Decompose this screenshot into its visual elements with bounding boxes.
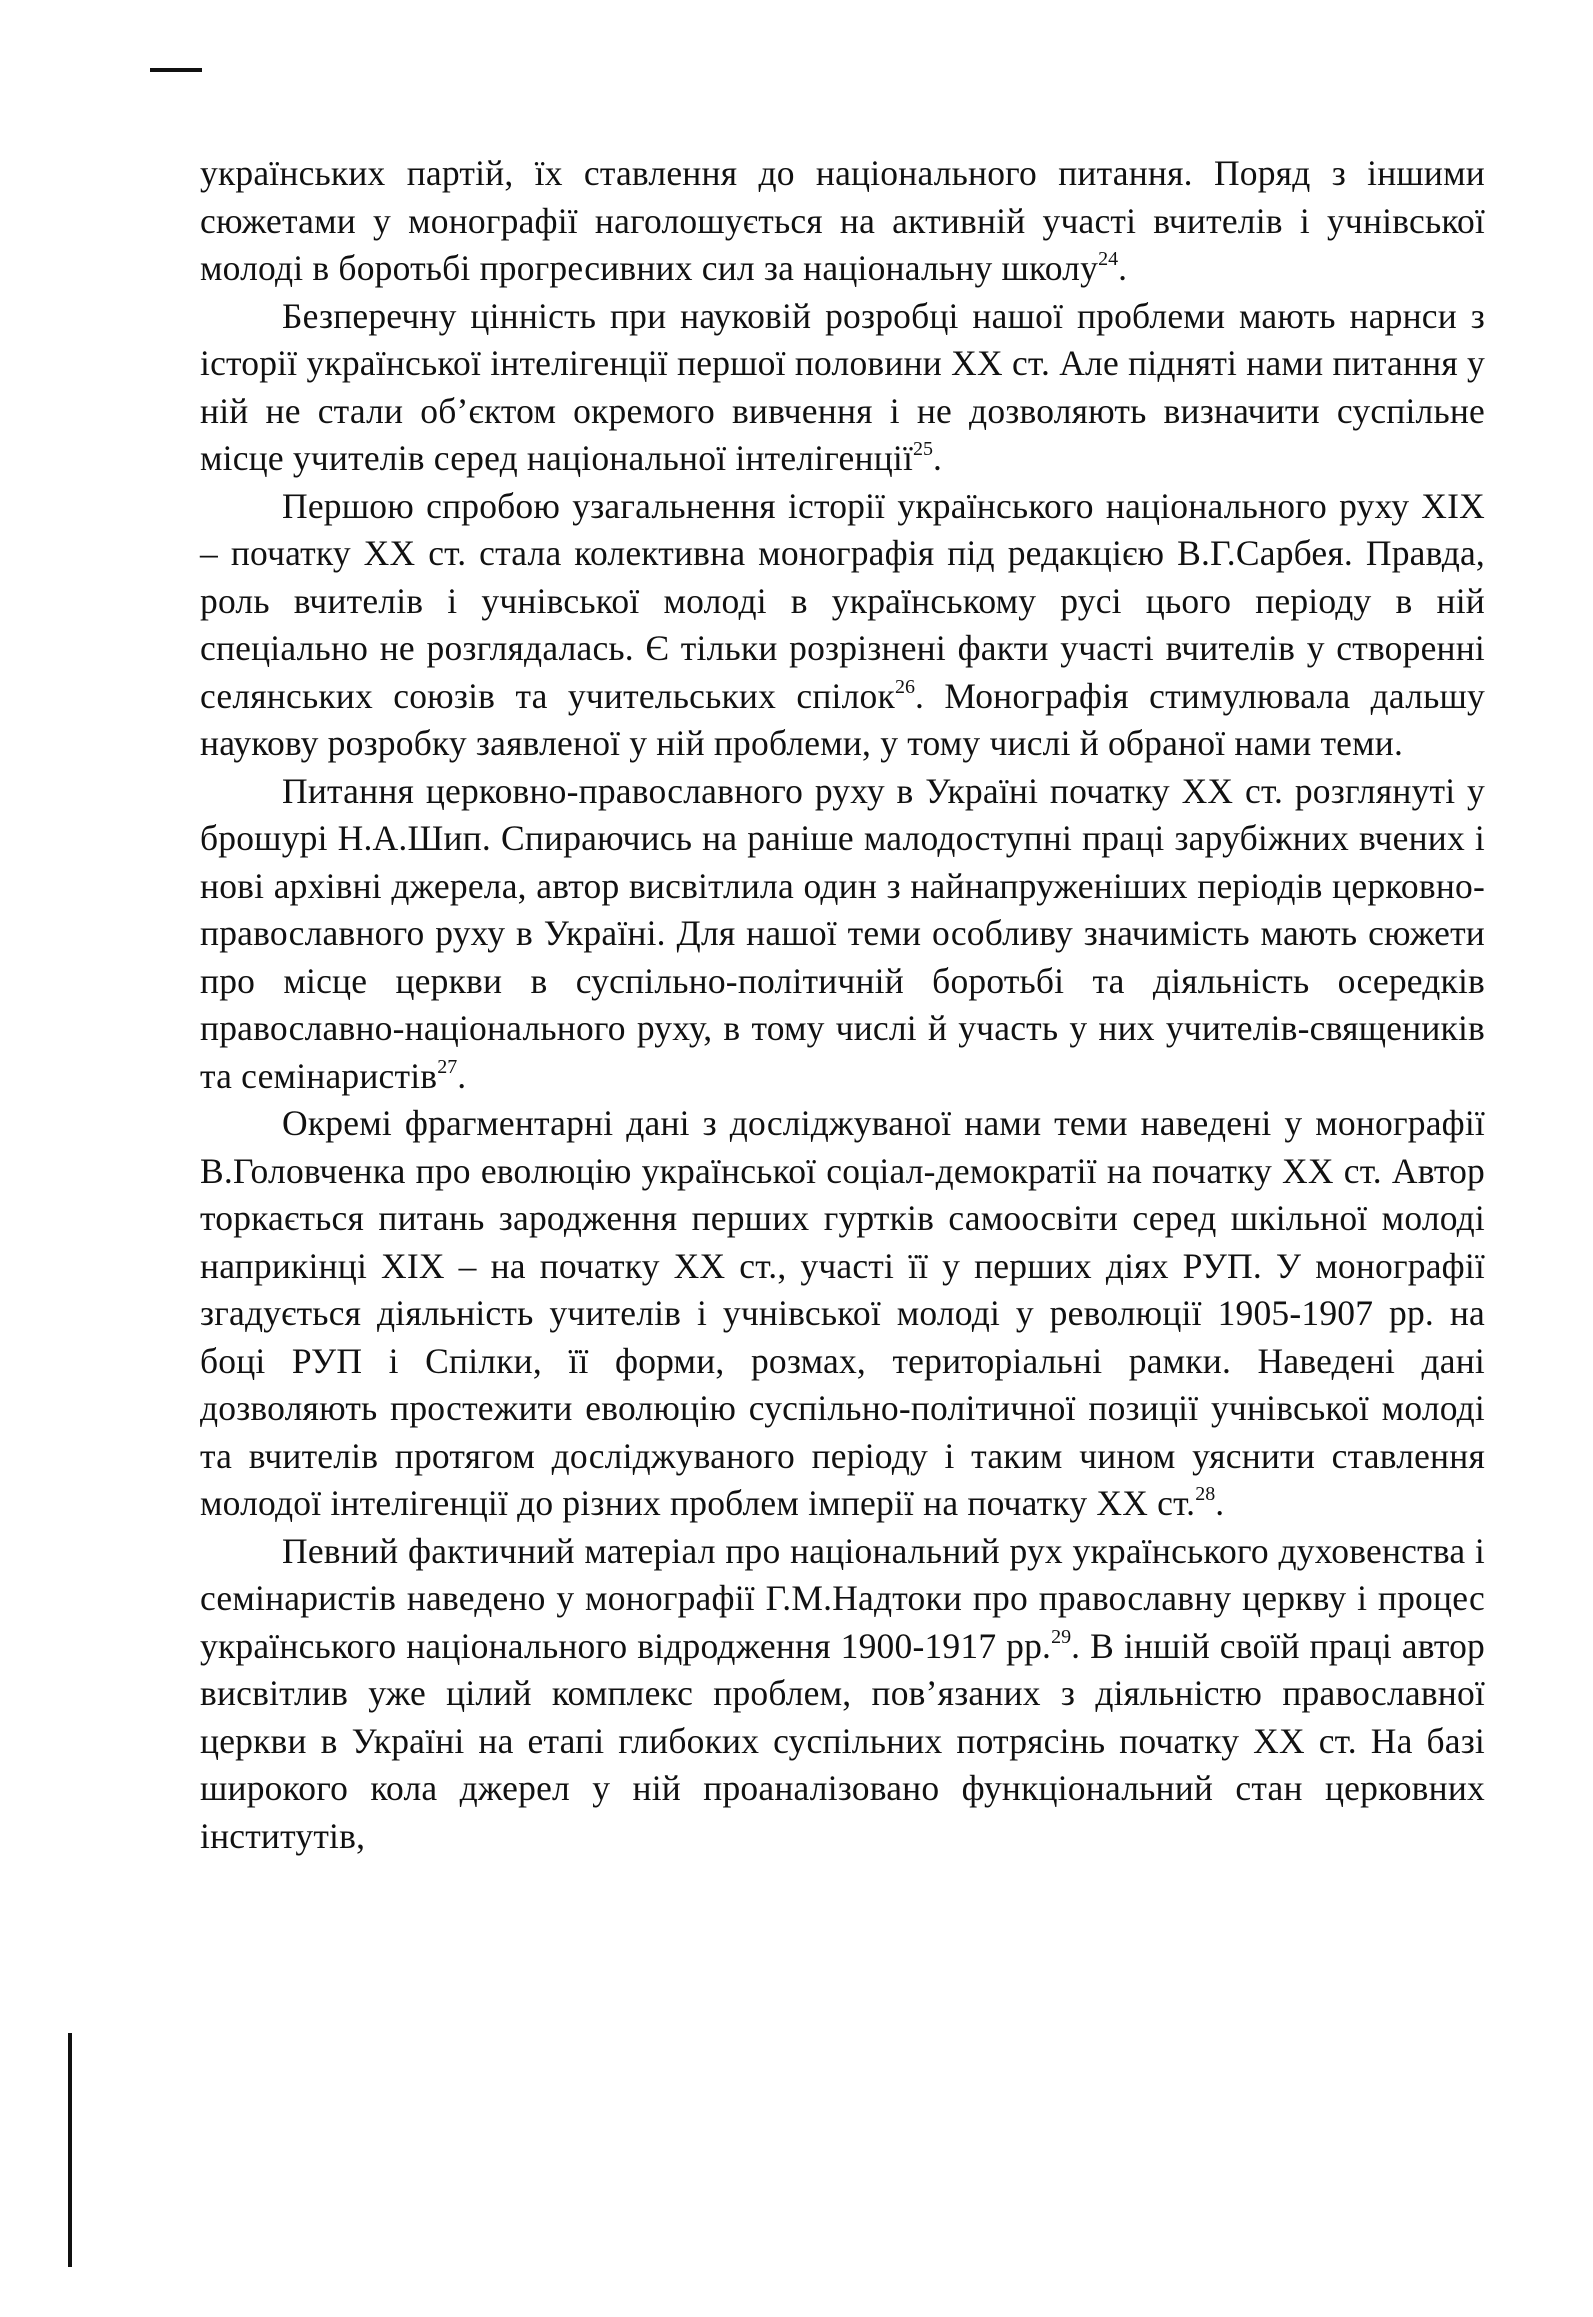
- margin-vertical-mark: [68, 2033, 72, 2267]
- paragraph-5-text: Окремі фрагментарні дані з досліджуваної нами теми наведені у монографії В.Головченка про еволюцію української соціал-демократії на початку XX ст. Автор торкається питань зародження перших гуртків самоосвіти серед шкільної молоді наприкінці XIX – на початку XX ст., участі її у перших діях РУП. У монографії згадується діяльність учителів і учнівської молоді у революції 1905-1907 рр. на боці РУП і Спілки, її форми, розмах, територіальні рамки. Наведені дані дозволяють простежити еволюцію суспільно-політичної позиції учнівської молоді та вчителів протягом досліджуваного періоду і таким чином уяснити ставлення молодої інтелігенції до різних проблем імперії на початку XX ст.: [200, 1103, 1485, 1523]
- paragraph-2-text: Безперечну цінність при науковій розробці нашої проблеми мають нарнси з історії української інтелігенції першої половини XX ст. Але підняті нами питання у ній не стали об’єктом окремого вивчення і не дозволяють визначити суспільне місце учителів серед національної інтелігенції: [200, 295, 1485, 478]
- footnote-ref-26: 26: [894, 675, 915, 698]
- document-body: [200, 150, 1485, 1860]
- paragraph-4: [200, 768, 1485, 1101]
- paragraph-6-end: . В іншій своїй праці автор висвітлив уже цілий комплекс проблем, пов’язаних з діяльністю православної церкви в Україні на етапі глибоких суспільних потрясінь початку XX ст. На базі широкого кола джерел у ній проаналізовано функціональний стан церковних інститутів,: [200, 1625, 1485, 1856]
- paragraph-3: [200, 483, 1485, 768]
- paragraph-3-end: . Монографія стимулювала дальшу наукову розробку заявленої у ній проблеми, у тому числі й обраної нами теми.: [200, 675, 1485, 763]
- paragraph-1: [200, 150, 1485, 293]
- paragraph-4-text: Питання церковно-православного руху в Україні початку XX ст. розглянуті у брошурі Н.А.Шип. Спираючись на раніше малодоступні праці зарубіжних вчених і нові архівні джерела, автор висвітлила один з найнапруженіших періодів церковно-православного руху в Україні. Для нашої теми особливу значимість мають сюжети про місце церкви в суспільно-політичній боротьбі та діяльність осередків православно-національного руху, в тому числі й участь у них учителів-священиків та семінаристів: [200, 770, 1485, 1096]
- paragraph-4-end: .: [457, 1055, 467, 1096]
- footnote-ref-27: 27: [437, 1055, 458, 1078]
- paragraph-6-text: Певний фактичний матеріал про національний рух українського духовенства і семінаристів наведено у монографії Г.М.Надтоки про православну церкву і процес українського національного відродження 1900-1917 рр.: [200, 1530, 1485, 1666]
- paragraph-2-end: .: [933, 438, 943, 478]
- paragraph-1-end: .: [1118, 248, 1128, 288]
- paragraph-3-text: Першою спробою узагальнення історії українського національного руху XIX – початку XX ст. стала колективна монографія під редакцією В.Г.Сарбея. Правда, роль вчителів і учнівської молоді в українському русі цього періоду в ній спеціально не розглядалась. Є тільки розрізнені факти участі вчителів у створенні селянських союзів та учительських спілок: [200, 485, 1485, 716]
- paragraph-6: [200, 1528, 1485, 1861]
- footnote-ref-28: 28: [1195, 1483, 1216, 1505]
- paragraph-2: [200, 293, 1485, 483]
- footnote-ref-29: 29: [1051, 1625, 1072, 1648]
- top-margin-dash: [150, 68, 202, 72]
- footnote-ref-25: 25: [913, 438, 934, 460]
- paragraph-5: [200, 1100, 1485, 1528]
- paragraph-1-text: українських партій, їх ставлення до національного питання. Поряд з іншими сюжетами у монографії наголошується на активній участі вчителів і учнівської молоді в боротьбі прогресивних сил за національну школу: [200, 153, 1485, 288]
- footnote-ref-24: 24: [1098, 248, 1119, 270]
- paragraph-5-end: .: [1215, 1483, 1225, 1523]
